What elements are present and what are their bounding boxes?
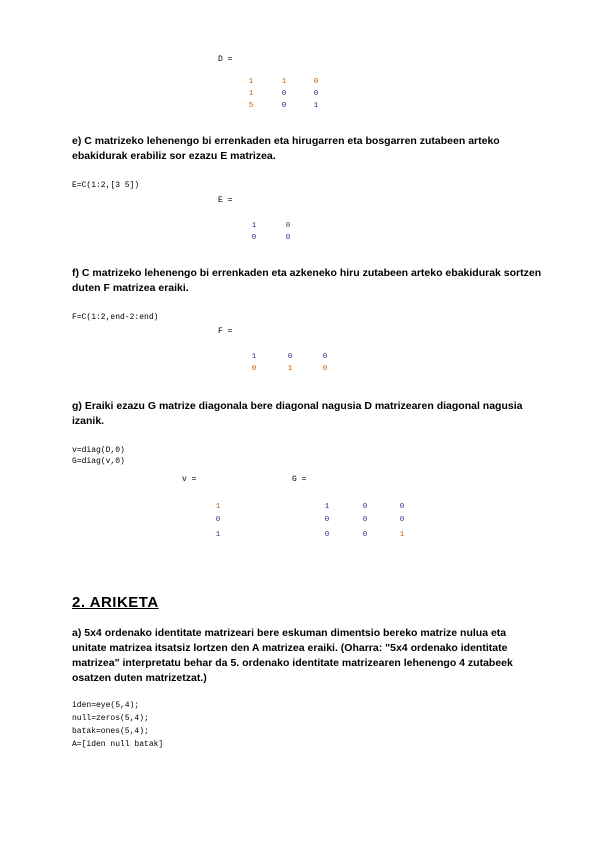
matrix-cell: 0 <box>285 234 291 242</box>
matrix-cell: 0 <box>362 503 368 511</box>
matrix-cell: 0 <box>324 516 330 524</box>
matrix-cell: 1 <box>287 365 293 373</box>
code-g-line-1: v=diag(D,0) <box>72 446 125 455</box>
code-2a-line-1: iden=eye(5,4); <box>72 701 140 710</box>
matrix-cell: 1 <box>399 531 405 539</box>
code-e: E=C(1:2,[3 5]) <box>72 181 140 190</box>
v-vector-label: v = <box>182 475 197 484</box>
matrix-cell: 0 <box>281 90 287 98</box>
matrix-cell: 0 <box>251 365 257 373</box>
matrix-cell: 0 <box>399 516 405 524</box>
matrix-cell: 1 <box>324 503 330 511</box>
d-matrix-label: D = <box>218 55 233 64</box>
code-g-line-2: G=diag(v,0) <box>72 457 125 466</box>
matrix-cell: 1 <box>248 90 254 98</box>
g-matrix-label: G = <box>292 475 307 484</box>
code-2a-line-4: A=[iden null batak] <box>72 740 164 749</box>
matrix-cell: 0 <box>287 353 293 361</box>
matrix-cell: 1 <box>281 78 287 86</box>
e-matrix-label: E = <box>218 196 233 205</box>
vector-cell: 1 <box>215 503 221 511</box>
f-matrix-label: F = <box>218 327 233 336</box>
matrix-cell: 0 <box>251 234 257 242</box>
matrix-cell: 1 <box>248 78 254 86</box>
exercise-2-heading: 2. ARIKETA <box>72 594 159 611</box>
code-2a-line-2: null=zeros(5,4); <box>72 714 149 723</box>
matrix-cell: 0 <box>313 90 319 98</box>
matrix-cell: 0 <box>281 102 287 110</box>
matrix-cell: 0 <box>362 516 368 524</box>
question-g: g) Eraiki ezazu G matrize diagonala bere diagonal nagusia D matrizearen diagonal nagusia izanik. <box>72 400 523 427</box>
matrix-cell: 1 <box>251 222 257 230</box>
matrix-cell: 0 <box>362 531 368 539</box>
question-f: f) C matrizeko lehenengo bi errenkaden eta azkeneko hiru zutabeen arteko ebakidurak sortzen duten F matrizea eraiki. <box>72 267 542 294</box>
matrix-cell: 0 <box>322 365 328 373</box>
matrix-cell: 1 <box>313 102 319 110</box>
vector-cell: 0 <box>215 516 221 524</box>
matrix-cell: 5 <box>248 102 254 110</box>
matrix-cell: 0 <box>322 353 328 361</box>
code-2a-line-3: batak=ones(5,4); <box>72 727 149 736</box>
question-2a: a) 5x4 ordenako identitate matrizeari bere eskuman dimentsio bereko matrize nulua eta unitate matrizea itsatsiz lortzen den A matrizea eraiki. (Oharra: "5x4 ordenako identitate matrizea" interpretatu behar da 5. ordenako identitate matrizearen lehenengo 4 zutabeek osatzen duten matrizetzat.) <box>72 627 513 684</box>
matrix-cell: 1 <box>251 353 257 361</box>
matrix-cell: 0 <box>313 78 319 86</box>
vector-cell: 1 <box>215 531 221 539</box>
question-e: e) C matrizeko lehenengo bi errenkaden eta hirugarren eta bosgarren zutabeen arteko ebakidurak erabiliz sor ezazu E matrizea. <box>72 135 500 162</box>
matrix-cell: 0 <box>399 503 405 511</box>
code-f: F=C(1:2,end-2:end) <box>72 313 159 322</box>
matrix-cell: 0 <box>324 531 330 539</box>
matrix-cell: 0 <box>285 222 291 230</box>
